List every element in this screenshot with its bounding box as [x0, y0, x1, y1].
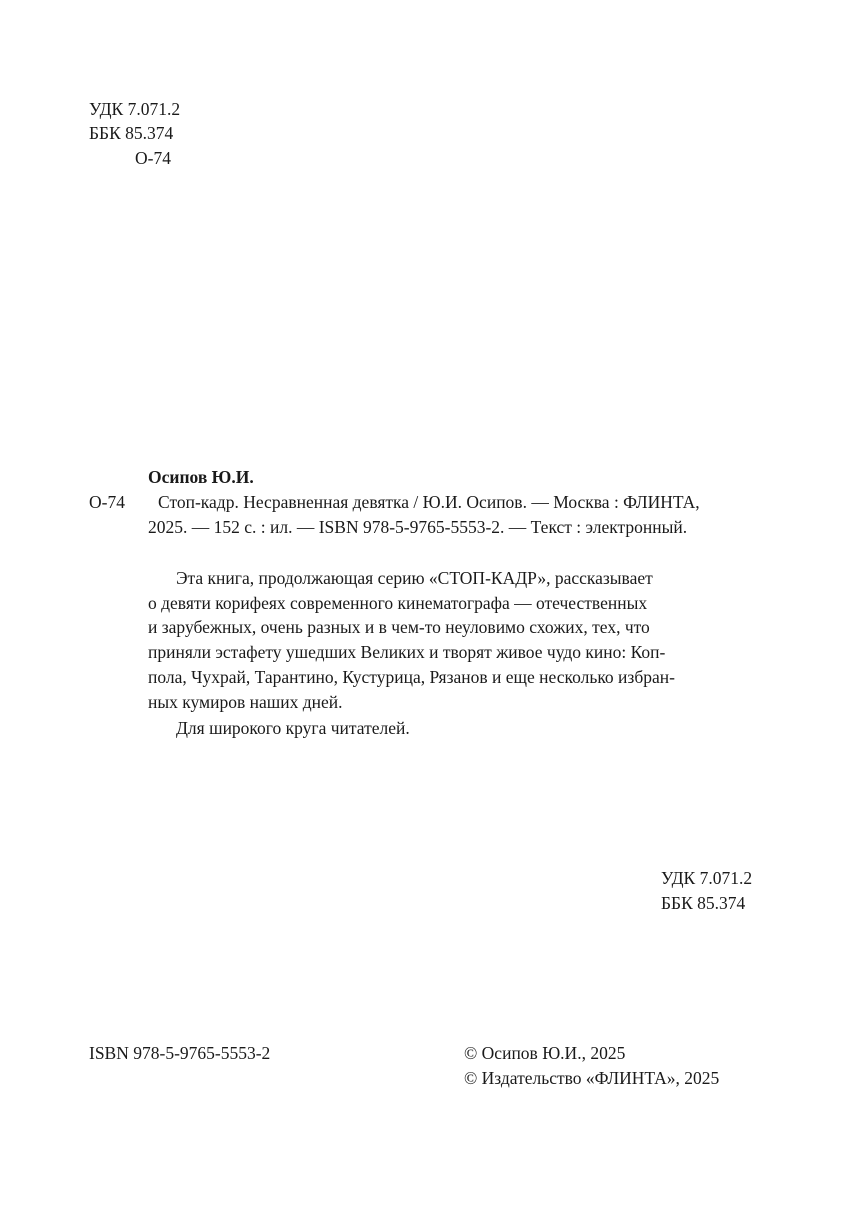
annotation-line: пола, Чухрай, Тарантино, Кустурица, Рязанов и еще несколько избран- [148, 667, 675, 687]
bibliographic-description-line: 2025. — 152 с. : ил. — ISBN 978-5-9765-5553-2. — Текст : электронный. [148, 517, 688, 537]
card-author-sign: О-74 [89, 492, 125, 512]
annotation-line: ных кумиров наших дней. [148, 692, 343, 712]
author-heading: Осипов Ю.И. [148, 467, 254, 487]
bibliographic-description-line: Стоп-кадр. Несравненная девятка / Ю.И. Осипов. — Москва : ФЛИНТА, [158, 492, 700, 512]
isbn: ISBN 978-5-9765-5553-2 [89, 1043, 271, 1063]
copyright-publisher: © Издательство «ФЛИНТА», 2025 [464, 1068, 720, 1088]
author-sign: О-74 [135, 148, 171, 168]
bbk-code: ББК 85.374 [661, 893, 746, 913]
annotation-line: о девяти корифеях современного кинематографа — отечественных [148, 593, 648, 613]
target-audience: Для широкого круга читателей. [176, 718, 410, 738]
copyright-author: © Осипов Ю.И., 2025 [464, 1043, 626, 1063]
udk-code: УДК 7.071.2 [89, 99, 181, 119]
bbk-code: ББК 85.374 [89, 123, 174, 143]
annotation-line: и зарубежных, очень разных и в чем-то неуловимо схожих, тех, что [148, 617, 650, 637]
udk-code: УДК 7.071.2 [661, 868, 753, 888]
annotation-line: Эта книга, продолжающая серию «СТОП-КАДР», рассказывает [176, 568, 653, 588]
annotation-line: приняли эстафету ушедших Великих и творят живое чудо кино: Коп- [148, 642, 666, 662]
